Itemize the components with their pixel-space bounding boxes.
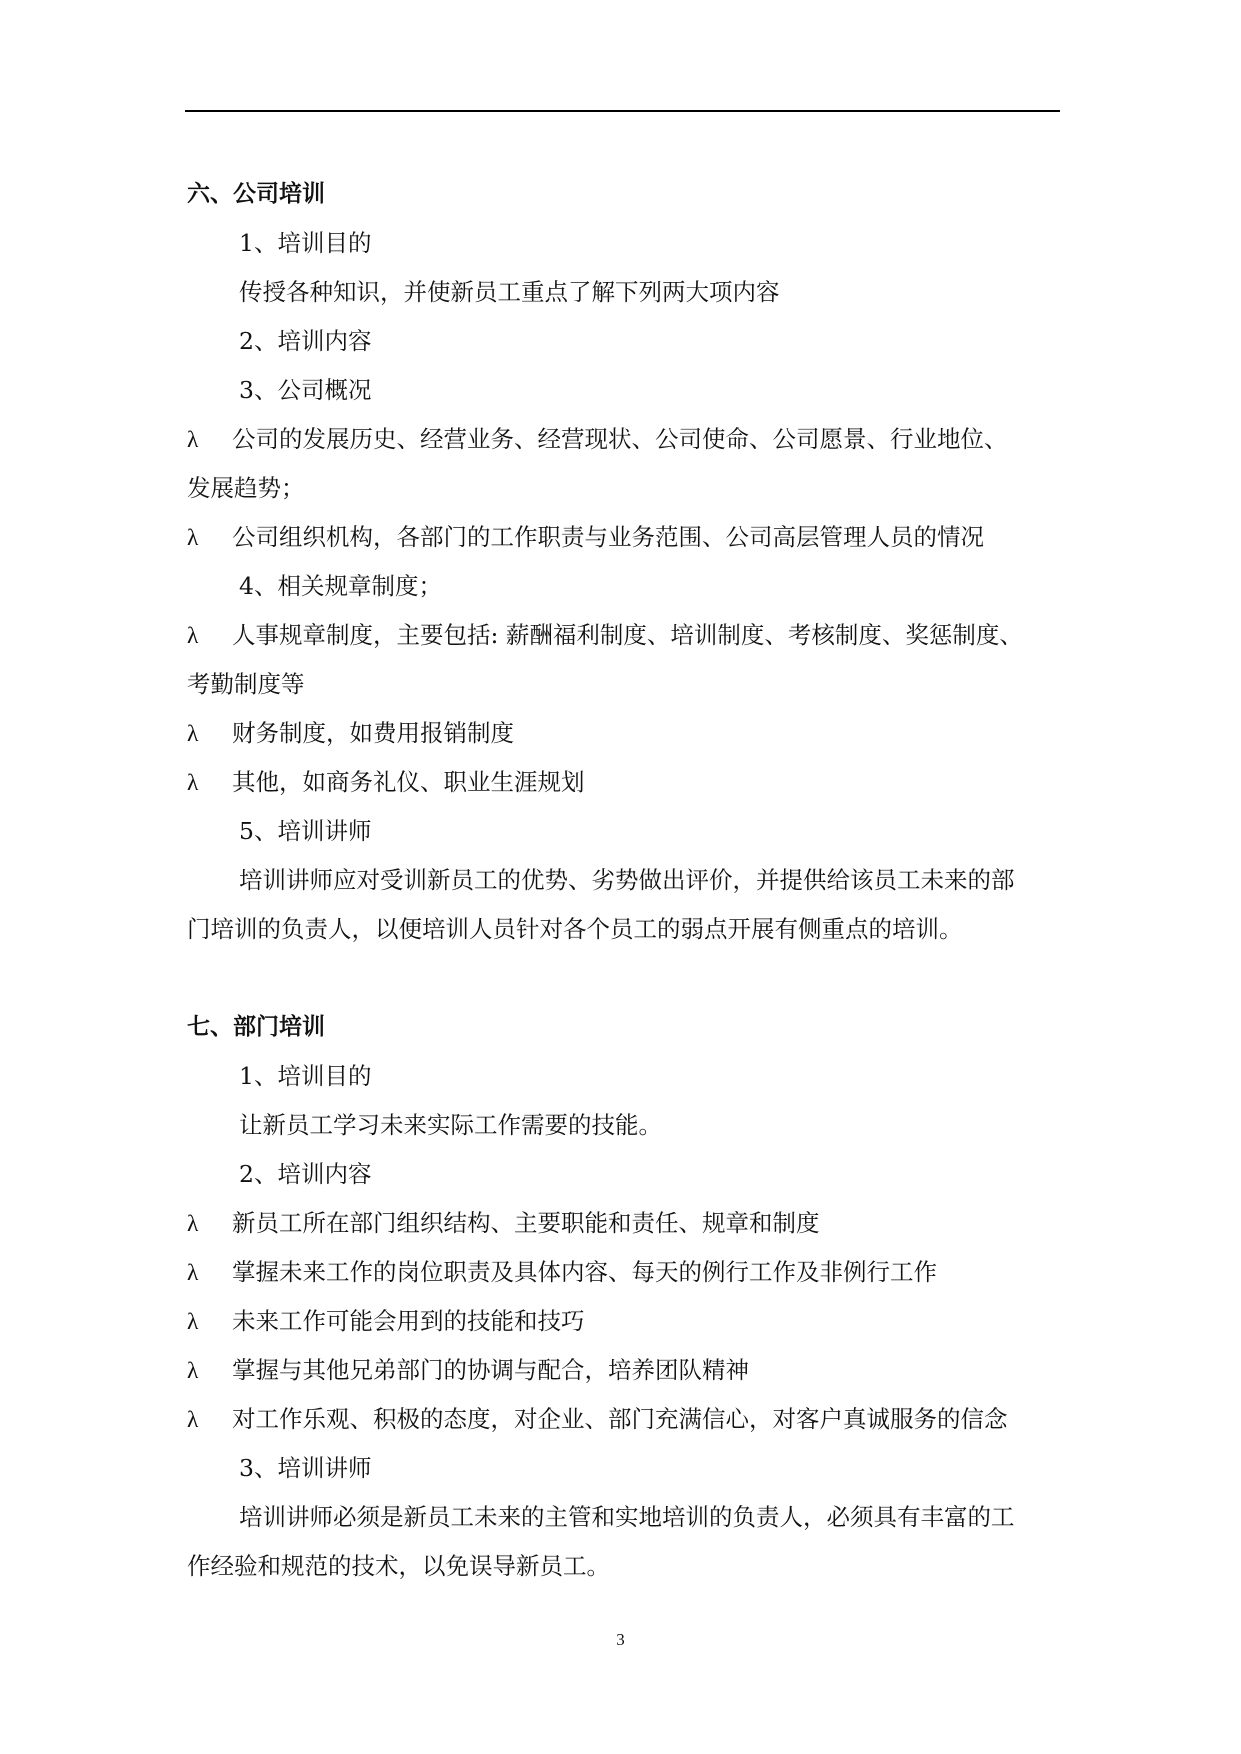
bullet-icon: λ (187, 1309, 199, 1335)
list-item (187, 415, 1062, 464)
list-item-continuation: 考勤制度等 (187, 670, 305, 698)
paragraph-training-goal: 让新员工学习未来实际工作需要的技能。 (239, 1111, 662, 1139)
subheading-company-overview: 3、公司概况 (239, 376, 372, 404)
subheading-rules: 4、相关规章制度； (239, 572, 442, 600)
list-item (187, 513, 1062, 562)
list-item-text: 对工作乐观、积极的态度，对企业、部门充满信心，对客户真诚服务的信念 (232, 1405, 1008, 1433)
paragraph-trainer-line-1: 培训讲师应对受训新员工的优势、劣势做出评价，并提供给该员工未来的部 (239, 866, 1015, 894)
list-item-text: 掌握未来工作的岗位职责及具体内容、每天的例行工作及非例行工作 (232, 1258, 937, 1286)
bullet-icon: λ (187, 1358, 199, 1384)
list-item (187, 758, 1062, 807)
section-heading-company-training: 六、公司培训 (187, 181, 325, 207)
header-rule (185, 110, 1060, 112)
paragraph-trainer-line-2: 门培训的负责人，以便培训人员针对各个员工的弱点开展有侧重点的培训。 (187, 915, 963, 943)
list-item-text: 公司的发展历史、经营业务、经营现状、公司使命、公司愿景、行业地位、 (232, 425, 1008, 453)
list-item-text: 人事规章制度，主要包括: 薪酬福利制度、培训制度、考核制度、奖惩制度、 (232, 621, 1023, 649)
bullet-icon: λ (187, 1260, 199, 1286)
list-item-text: 财务制度，如费用报销制度 (232, 719, 514, 747)
bullet-icon: λ (187, 525, 199, 551)
list-item-continuation: 发展趋势； (187, 474, 305, 502)
list-item-text: 其他，如商务礼仪、职业生涯规划 (232, 768, 585, 796)
list-item (187, 1395, 1062, 1444)
list-item-text: 新员工所在部门组织结构、主要职能和责任、规章和制度 (232, 1209, 820, 1237)
list-item (187, 1346, 1062, 1395)
bullet-icon: λ (187, 721, 199, 747)
paragraph-training-goal: 传授各种知识，并使新员工重点了解下列两大项内容 (239, 278, 780, 306)
subheading-trainer: 5、培训讲师 (239, 817, 372, 845)
section-heading-department-training: 七、部门培训 (187, 1014, 325, 1040)
paragraph-trainer-line-1: 培训讲师必须是新员工未来的主管和实地培训的负责人，必须具有丰富的工 (239, 1503, 1015, 1531)
bullet-icon: λ (187, 623, 199, 649)
subheading-trainer: 3、培训讲师 (239, 1454, 372, 1482)
subheading-training-content: 2、培训内容 (239, 1160, 372, 1188)
list-item-text: 未来工作可能会用到的技能和技巧 (232, 1307, 585, 1335)
list-item-text: 掌握与其他兄弟部门的协调与配合，培养团队精神 (232, 1356, 749, 1384)
document-body (187, 170, 1062, 1591)
bullet-icon: λ (187, 427, 199, 453)
subheading-training-goal: 1、培训目的 (239, 1062, 372, 1090)
section-spacer (187, 954, 1062, 1003)
page-number: 3 (616, 1630, 625, 1649)
subheading-training-content: 2、培训内容 (239, 327, 372, 355)
list-item (187, 1297, 1062, 1346)
bullet-icon: λ (187, 770, 199, 796)
list-item (187, 611, 1062, 660)
list-item (187, 1248, 1062, 1297)
list-item-text: 公司组织机构，各部门的工作职责与业务范围、公司高层管理人员的情况 (232, 523, 984, 551)
bullet-icon: λ (187, 1211, 199, 1237)
list-item (187, 709, 1062, 758)
subheading-training-goal: 1、培训目的 (239, 229, 372, 257)
bullet-icon: λ (187, 1407, 199, 1433)
list-item (187, 1199, 1062, 1248)
paragraph-trainer-line-2: 作经验和规范的技术，以免误导新员工。 (187, 1552, 610, 1580)
